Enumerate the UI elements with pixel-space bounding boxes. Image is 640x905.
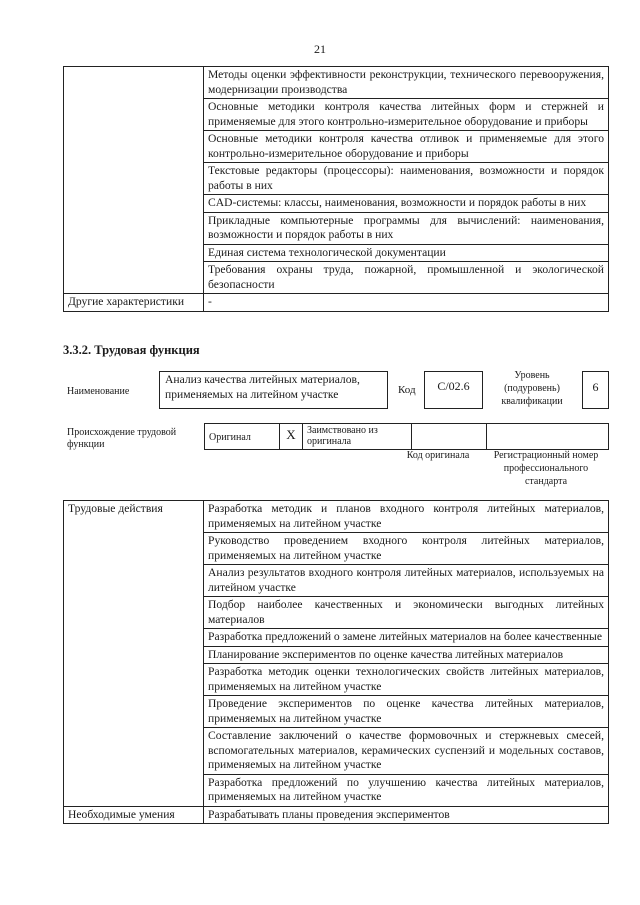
level-label: Уровень (подуровень) квалификации [501, 370, 563, 407]
table_top-row-label [64, 67, 204, 294]
table_top-item: Единая система технологической документации [204, 244, 609, 262]
level-value: 6 [592, 380, 599, 394]
table_top-item: CAD-системы: классы, наименования, возможности и порядок работы в них [204, 195, 609, 213]
code-original-caption: Код оригинала [406, 450, 470, 461]
borrowed-label: Заимствовано из оригинала [303, 424, 412, 450]
reg-number-cell [487, 424, 609, 450]
table_top-item: Текстовые редакторы (процессоры): наименования, возможности и порядок работы в них [204, 163, 609, 195]
table_bottom-item: Разработка методик оценки технологических свойств литейных материалов, применяемых на литейном участке [204, 664, 609, 696]
table_bottom-item: Подбор наиболее качественных и экономически выгодных литейных материалов [204, 597, 609, 629]
name-value: Анализ качества литейных материалов, применяемых на литейном участке [165, 373, 360, 401]
origin-table [204, 423, 609, 450]
section-title: 3.3.2. Трудовая функция [63, 343, 200, 357]
table_top-item: Основные методики контроля качества литейных форм и стержней и применяемые для этого контрольно-измерительное оборудование и приборы [204, 99, 609, 131]
table_bottom-row-label: Трудовые действия [64, 501, 204, 807]
table_bottom-row-label: Необходимые умения [64, 806, 204, 824]
table_top-row-label: Другие характеристики [64, 294, 204, 312]
table_bottom-row [64, 806, 609, 824]
table_bottom-item: Руководство проведением входного контроля литейных материалов, применяемых на литейном участке [204, 533, 609, 565]
level-box [582, 371, 609, 409]
table_bottom-item: Разрабатывать планы проведения экспериментов [204, 806, 609, 824]
actions-table [63, 500, 609, 824]
table_bottom-item: Разработка методик и планов входного контроля литейных материалов, применяемых на литейном участке [204, 501, 609, 533]
table_top-item: Методы оценки эффективности реконструкции, технического перевооружения, модернизации производства [204, 67, 609, 99]
table_top-item: Основные методики контроля качества отливок и применяемые для этого контрольно-измерительное оборудование и приборы [204, 131, 609, 163]
page-number: 21 [314, 42, 326, 56]
origin-label: Происхождение трудовой функции [67, 427, 177, 450]
table_bottom-item: Разработка предложений о замене литейных материалов на более качественные [204, 629, 609, 647]
table_bottom-row [64, 501, 609, 533]
reg-number-caption: Регистрационный номер профессионального стандарта [493, 450, 599, 487]
table_bottom-item: Проведение экспериментов по оценке качества литейных материалов, применяемых на литейном участке [204, 696, 609, 728]
table_bottom-item: Составление заключений о качестве формовочных и стержневых смесей, вспомогательных материалов, керамических суспензий и модельных составов, применяемых на литейном участке [204, 728, 609, 775]
table_top-item: Прикладные компьютерные программы для вычислений: наименования, возможности и порядок работы в них [204, 212, 609, 244]
original-mark: X [280, 424, 303, 450]
table_top-row [64, 294, 609, 312]
code-original-cell [412, 424, 487, 450]
table_top-item: Требования охраны труда, пожарной, промышленной и экологической безопасности [204, 262, 609, 294]
original-label: Оригинал [209, 432, 251, 443]
table_bottom-item: Планирование экспериментов по оценке качества литейных материалов [204, 646, 609, 664]
table_bottom-item: Анализ результатов входного контроля литейных материалов, используемых на литейном участке [204, 565, 609, 597]
original-cell [205, 424, 280, 450]
table_bottom-item: Разработка предложений по улучшению качества литейных материалов, применяемых на литейном участке [204, 774, 609, 806]
table_top-row [64, 67, 609, 99]
name-label: Наименование [67, 386, 130, 397]
name-box [159, 371, 388, 409]
code-box [424, 371, 483, 409]
table_top-item: - [204, 294, 609, 312]
code-value: C/02.6 [437, 379, 470, 393]
knowledge-table [63, 66, 609, 312]
code-label: Код [398, 384, 416, 396]
